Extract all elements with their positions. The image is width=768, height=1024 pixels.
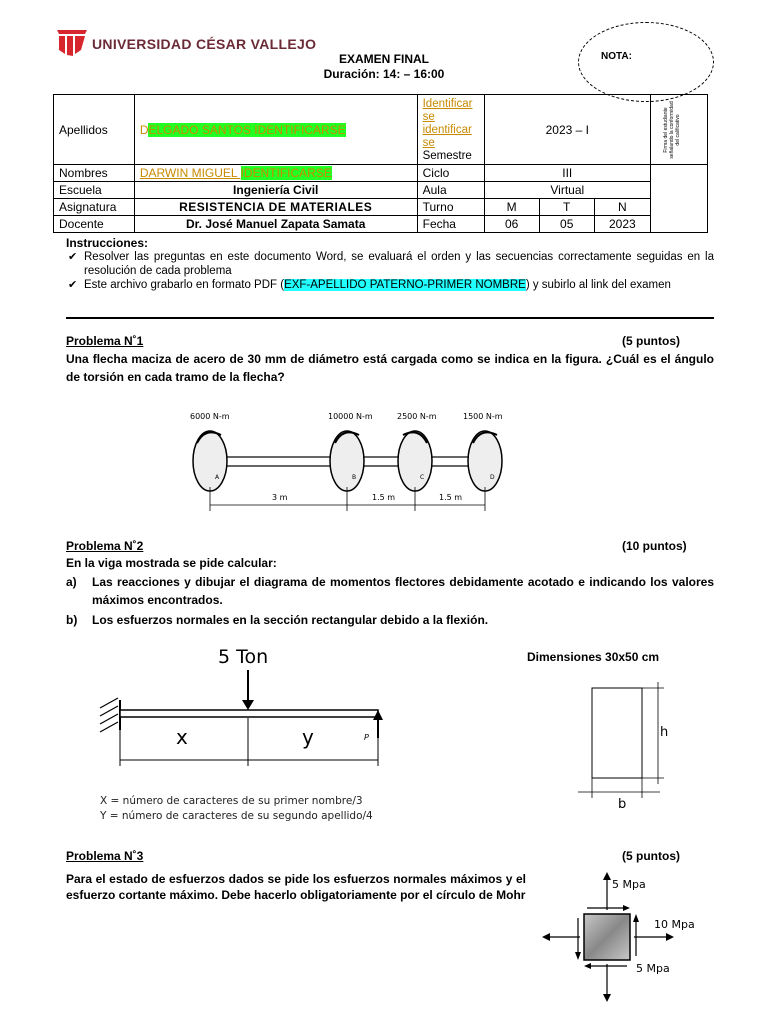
turno-t: T <box>539 199 594 216</box>
shaft-diagram <box>175 405 515 520</box>
ciclo-value: III <box>484 165 650 182</box>
asignatura-label: Asignatura <box>54 199 135 216</box>
problem3-text: Para el estado de esfuerzos dados se pide los esfuerzos normales máximos y el esfuerzo cortante máximo. Debe hacerlo obligatoriamente por el círculo de Mohr <box>66 872 526 902</box>
dimensions-label: Dimensiones 30x50 cm <box>527 650 660 664</box>
torque-label: 10000 N-m <box>328 412 373 421</box>
b-label: b <box>618 797 627 812</box>
note-x: X = número de caracteres de su primer nombre/3 <box>100 795 363 807</box>
beam <box>120 710 378 717</box>
length-label: 3 m <box>272 493 288 502</box>
note-y: Y = número de caracteres de su segundo apellido/4 <box>100 810 373 822</box>
disk-d <box>468 431 502 491</box>
point-label: B <box>352 474 357 481</box>
escuela-value: Ingeniería Civil <box>134 182 417 199</box>
apellidos-label: Apellidos <box>54 95 135 165</box>
exam-title: EXAMEN FINAL <box>339 52 429 66</box>
problem2-points: (10 puntos) <box>622 539 687 553</box>
wall-support <box>100 698 120 732</box>
turno-m: M <box>484 199 539 216</box>
y-label: y <box>302 725 314 749</box>
disk-c <box>398 431 432 491</box>
stress-right-label: 10 Mpa <box>654 918 695 931</box>
stress-shear-label: 5 Mpa <box>636 962 670 975</box>
problem2-a-marker: a) <box>66 575 77 589</box>
point-label: A <box>215 474 220 481</box>
semestre-cell: Identificar se identificar se Semestre <box>417 95 484 165</box>
section-diagram <box>572 680 682 812</box>
turno-n: N <box>594 199 650 216</box>
docente-value: Dr. José Manuel Zapata Samata <box>134 216 417 233</box>
point-label: C <box>420 474 425 481</box>
disk-b <box>330 431 364 491</box>
exam-duration: Duración: 14: – 16:00 <box>323 67 445 81</box>
semestre-value: 2023 – I <box>484 95 650 165</box>
torque-label: 6000 N-m <box>190 412 230 421</box>
fecha-label: Fecha <box>417 216 484 233</box>
problem1-text: Una flecha maciza de acero de 30 mm de diámetro está cargada como se indica en la figura. ¿Cuál es el ángulo de torsión en cada tramo de la flecha? <box>66 352 714 384</box>
length-label: 1.5 m <box>439 493 463 502</box>
aula-label: Aula <box>417 182 484 199</box>
p-label: P <box>364 733 369 742</box>
h-label: h <box>660 725 669 740</box>
grade-oval <box>578 22 714 102</box>
rectangular-section <box>592 688 642 778</box>
student-info-table <box>53 94 708 233</box>
apellidos-value[interactable]: DELGADO SANTOS IDENTIFICARSE <box>134 95 417 165</box>
problem1-points: (5 puntos) <box>622 334 680 348</box>
beam-diagram <box>92 638 412 828</box>
aula-value: Virtual <box>484 182 650 199</box>
stress-element <box>584 914 630 960</box>
problem2-title: Problema N˚2 <box>66 539 144 553</box>
docente-label: Docente <box>54 216 135 233</box>
instruction-item: ✔ Resolver las preguntas en este documento Word, se evaluará el orden y las secuencias correctamente seguidas en la resolución de cada problema <box>66 250 714 278</box>
length-label: 1.5 m <box>372 493 396 502</box>
problem3-title: Problema N˚3 <box>66 849 144 863</box>
problem1-title: Problema N˚1 <box>66 334 144 348</box>
stress-element-diagram <box>540 868 715 1002</box>
fecha-month: 05 <box>539 216 594 233</box>
x-label: x <box>176 725 188 749</box>
problem2-a: Las reacciones y dibujar el diagrama de momentos flectores debidamente acotado e indicando los valores máximos encontrados. <box>92 575 714 607</box>
problem3-points: (5 puntos) <box>622 849 680 863</box>
ciclo-label: Ciclo <box>417 165 484 182</box>
university-name: UNIVERSIDAD CÉSAR VALLEJO <box>92 36 317 52</box>
turno-label: Turno <box>417 199 484 216</box>
escuela-label: Escuela <box>54 182 135 199</box>
nombres-value[interactable]: DARWIN MIGUEL IDENTIFICARSE <box>134 165 417 182</box>
problem2-b: Los esfuerzos normales en la sección rectangular debido a la flexión. <box>92 613 489 627</box>
torque-label: 2500 N-m <box>397 412 437 421</box>
asignatura-value: RESISTENCIA DE MATERIALES <box>134 199 417 216</box>
instructions-heading: Instrucciones: <box>66 236 149 250</box>
divider <box>66 317 714 319</box>
grade-label: NOTA: <box>601 51 632 62</box>
load-label: 5 Ton <box>218 646 269 668</box>
torque-label: 1500 N-m <box>463 412 503 421</box>
nombres-label: Nombres <box>54 165 135 182</box>
problem2-b-marker: b) <box>66 613 78 627</box>
stress-top-label: 5 Mpa <box>612 878 646 891</box>
fecha-year: 2023 <box>594 216 650 233</box>
instructions <box>66 236 714 292</box>
problem2-intro: En la viga mostrada se pide calcular: <box>66 556 277 570</box>
firma-cell: Firma del estudiante señalando la conformidad del calificativo <box>650 95 707 165</box>
point-label: D <box>490 474 495 481</box>
instruction-item: ✔ Este archivo grabarlo en formato PDF (EXF-APELLIDO PATERNO-PRIMER NOMBRE) y subirlo al link del examen <box>66 278 714 292</box>
fecha-day: 06 <box>484 216 539 233</box>
